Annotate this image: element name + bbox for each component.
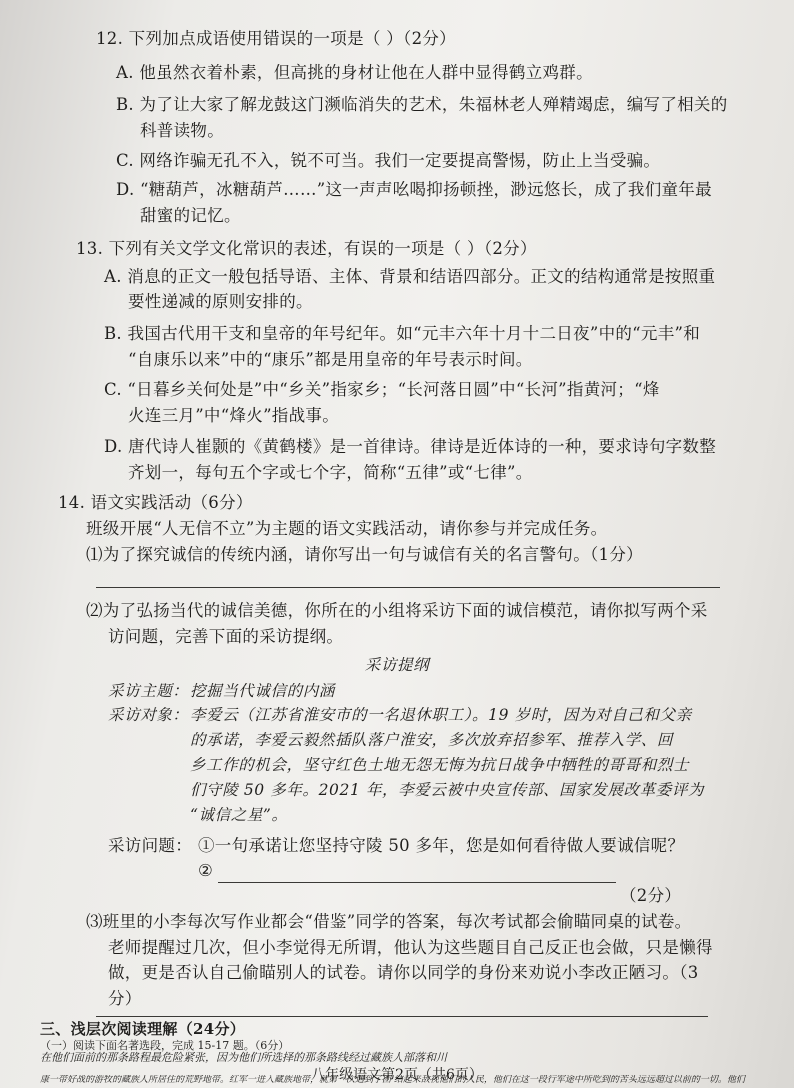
q13-option-a-line1: A. 消息的正文一般包括导语、主体、背景和结语四部分。正文的结构通常是按照重 — [104, 267, 716, 286]
passage-line2: 康一带好战的游牧的藏族人所居住的荒野地带。红军一进入藏族地带，就第一次遇到了团 — [40, 1075, 392, 1085]
outline-topic: 挖掘当代诚信的内涵 — [190, 682, 335, 700]
outline-topic-label: 采访主题： — [108, 682, 189, 700]
interview-question-1: ①一句承诺让您坚持守陵 50 多年，您是如何看待做人要诚信呢？ — [198, 836, 685, 855]
outline-object-line2: 的承诺，李爱云毅然插队落户淮安，多次放弃招参军、推荐入学、回 — [190, 731, 674, 749]
q13-option-b-line2: “自康乐以来”中的“康乐”都是用皇帝的年号表示时间。 — [128, 350, 533, 369]
passage-line3: 结起来敌视他们的人民，他们在这一段行军途中所吃到的苦头远远超过以前的一切。他们 — [393, 1075, 745, 1085]
q14-task3-line4: 分） — [108, 989, 142, 1008]
question-2-points: （2分） — [620, 886, 682, 905]
outline-object-line1: 李爱云（江苏省淮安市的一名退休职工）。19 岁时，因为对自己和父亲 — [190, 706, 692, 724]
answer-line-task1 — [96, 587, 720, 588]
q14-task3-line2: 老师提醒过几次，但小李觉得无所谓，他认为这些题目自己反正也会做，只是懒得 — [108, 938, 713, 957]
answer-line-task3-1 — [96, 1016, 708, 1017]
passage-line1: 在他们面前的那条路程最危险紧张，因为他们所选择的那条路线经过藏族人部落和川 — [40, 1051, 447, 1064]
q14-task3-line1: ⑶班里的小李每次写作业都会“借鉴”同学的答案，每次考试都会偷瞄同桌的试卷。 — [86, 912, 692, 931]
interview-question-2-marker: ② — [198, 861, 214, 880]
q14-task2-line1: ⑵为了弘扬当代的诚信美德，你所在的小组将采访下面的诚信模范，请你拟写两个采 — [86, 601, 708, 620]
outline-object-line4: 们守陵 50 多年。2021 年，李爱云被中央宣传部、国家发展改革委评为 — [190, 781, 705, 799]
answer-line-question2 — [218, 882, 616, 883]
q14-intro: 班级开展“人无信不立”为主题的语文实践活动，请你参与并完成任务。 — [86, 519, 608, 538]
section3-title: 三、浅层次阅读理解（24分） — [40, 1020, 246, 1038]
q14-task3-line3: 做，更是否认自己偷瞄别人的试卷。请你以同学的身份来劝说小李改正陋习。（3 — [108, 963, 699, 982]
q12-option-b-line2: 科普读物。 — [140, 121, 224, 140]
q12-option-b-line1: B. 为了让大家了解龙鼓这门濒临消失的艺术，朱福林老人殚精竭虑，编写了相关的 — [116, 95, 728, 114]
q12-option-d-line1: D. “糖葫芦，冰糖葫芦……”这一声声吆喝抑扬顿挫，渺远悠长，成了我们童年最 — [116, 180, 712, 199]
q14-task2-line2: 访问题，完善下面的采访提纲。 — [108, 627, 344, 646]
outline-object-label: 采访对象： — [108, 706, 189, 724]
section3-subtitle: （一）阅读下面名著选段，完成 15-17 题。（6分） — [40, 1039, 290, 1052]
q12-option-c: C. 网络诈骗无孔不入，锐不可当。我们一定要提高警惕，防止上当受骗。 — [116, 151, 661, 170]
q13-option-c-line2: 火连三月”中“烽火”指战事。 — [128, 406, 340, 425]
q14-task1: ⑴为了探究诚信的传统内涵，请你写出一句与诚信有关的名言警句。（1分） — [86, 545, 643, 564]
q12-stem: 12. 下列加点成语使用错误的一项是（ ）（2分） — [96, 29, 456, 48]
q13-option-d-line2: 齐划一，每句五个字或七个字，简称“五律”或“七律”。 — [128, 463, 533, 482]
page-footer: 八年级语文第2页（共6页） — [311, 1067, 483, 1083]
q13-option-c-line1: C. “日暮乡关何处是”中“乡关”指家乡；“长河落日圆”中“长河”指黄河；“烽 — [104, 380, 660, 399]
q13-stem: 13. 下列有关文学文化常识的表述，有误的一项是（ ）（2分） — [76, 239, 537, 258]
q13-option-d-line1: D. 唐代诗人崔颢的《黄鹤楼》是一首律诗。律诗是近体诗的一种，要求诗句字数整 — [104, 437, 717, 456]
q12-option-d-line2: 甜蜜的记忆。 — [140, 206, 241, 225]
outline-object-line3: 乡工作的机会，坚守红色土地无怨无悔为抗日战争中牺牲的哥哥和烈士 — [190, 756, 690, 774]
q14-stem: 14. 语文实践活动（6分） — [58, 493, 253, 512]
outline-object-line5: “诚信之星”。 — [190, 806, 288, 824]
outline-title: 采访提纲 — [364, 656, 430, 674]
interview-question-label: 采访问题： — [108, 836, 192, 855]
q13-option-b-line1: B. 我国古代用干支和皇帝的年号纪年。如“元丰六年十月十二日夜”中的“元丰”和 — [104, 324, 701, 343]
q13-option-a-line2: 要性递减的原则安排的。 — [128, 292, 313, 311]
q12-option-a: A. 他虽然衣着朴素，但高挑的身材让他在人群中显得鹤立鸡群。 — [116, 63, 593, 82]
